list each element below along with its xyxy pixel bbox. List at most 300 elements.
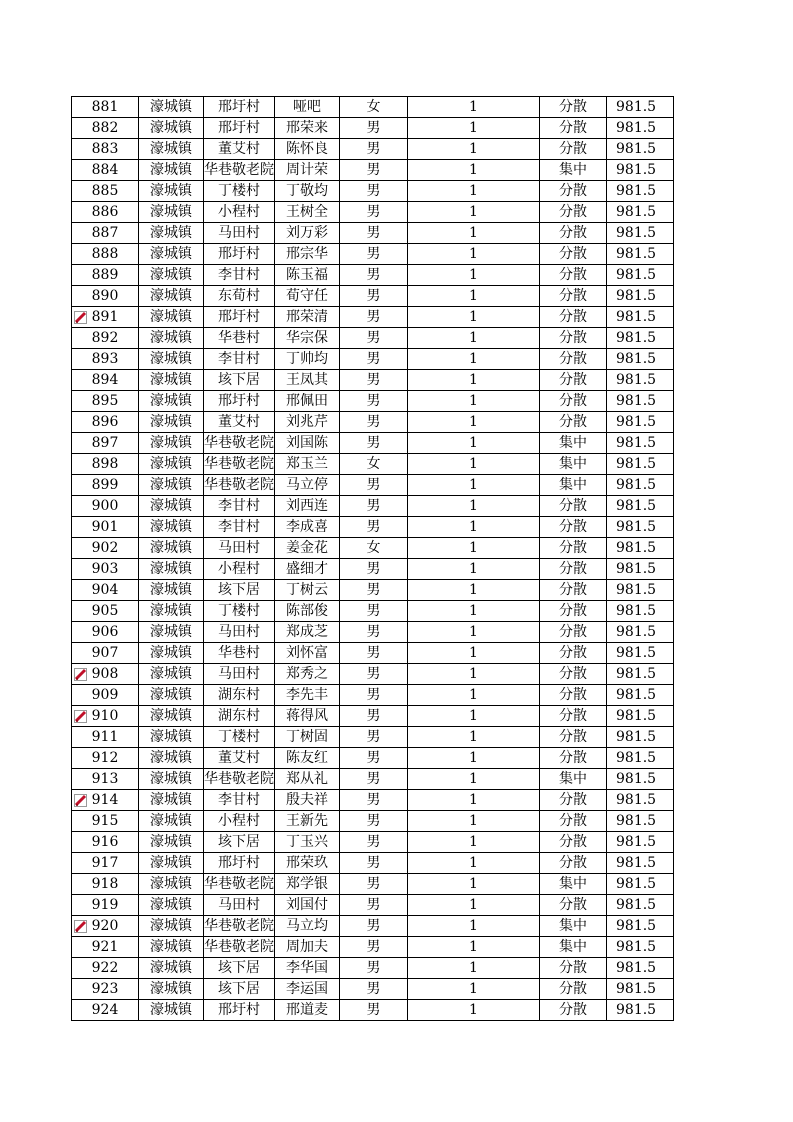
amount-cell bbox=[607, 160, 674, 181]
row-number-cell-text: 902 bbox=[91, 540, 119, 556]
person-name-cell bbox=[275, 559, 340, 580]
amount-cell-text: 981.5 bbox=[616, 771, 657, 787]
town-cell bbox=[139, 517, 204, 538]
town-cell-text: 濠城镇 bbox=[150, 330, 192, 346]
row-number-cell bbox=[72, 790, 139, 811]
row-number-cell bbox=[72, 811, 139, 832]
amount-cell-text: 981.5 bbox=[616, 351, 657, 367]
person-name-cell bbox=[275, 139, 340, 160]
count-cell bbox=[408, 790, 540, 811]
person-name-cell-text: 丁帅均 bbox=[286, 351, 328, 367]
support-mode-cell-text: 分散 bbox=[559, 897, 587, 913]
support-mode-cell bbox=[540, 160, 607, 181]
gender-cell-text: 男 bbox=[366, 855, 381, 871]
count-cell-text: 1 bbox=[469, 330, 478, 346]
amount-cell-text: 981.5 bbox=[616, 897, 657, 913]
row-number-cell bbox=[72, 244, 139, 265]
table-row bbox=[72, 391, 674, 412]
village-cell bbox=[204, 1000, 275, 1021]
row-number-cell bbox=[72, 622, 139, 643]
count-cell-text: 1 bbox=[469, 624, 478, 640]
count-cell bbox=[408, 769, 540, 790]
table-row bbox=[72, 580, 674, 601]
amount-cell-text: 981.5 bbox=[616, 792, 657, 808]
person-name-cell bbox=[275, 475, 340, 496]
gender-cell-text: 男 bbox=[366, 687, 381, 703]
town-cell bbox=[139, 349, 204, 370]
amount-cell bbox=[607, 937, 674, 958]
support-mode-cell-text: 集中 bbox=[559, 477, 587, 493]
count-cell-text: 1 bbox=[469, 99, 478, 115]
gender-cell bbox=[340, 202, 408, 223]
amount-cell bbox=[607, 727, 674, 748]
gender-cell-text: 男 bbox=[366, 183, 381, 199]
gender-cell-text: 男 bbox=[366, 582, 381, 598]
support-mode-cell-text: 分散 bbox=[559, 372, 587, 388]
row-number-cell-text: 909 bbox=[91, 687, 119, 703]
support-mode-cell-text: 集中 bbox=[559, 771, 587, 787]
village-cell bbox=[204, 244, 275, 265]
support-mode-cell bbox=[540, 811, 607, 832]
count-cell bbox=[408, 433, 540, 454]
person-name-cell bbox=[275, 853, 340, 874]
town-cell-text: 濠城镇 bbox=[150, 498, 192, 514]
amount-cell-text: 981.5 bbox=[616, 960, 657, 976]
count-cell bbox=[408, 97, 540, 118]
table-row bbox=[72, 118, 674, 139]
amount-cell bbox=[607, 118, 674, 139]
row-number-cell-text: 888 bbox=[91, 246, 119, 262]
count-cell bbox=[408, 538, 540, 559]
support-mode-cell-text: 分散 bbox=[559, 120, 587, 136]
row-number-cell bbox=[72, 580, 139, 601]
support-mode-cell bbox=[540, 328, 607, 349]
amount-cell bbox=[607, 664, 674, 685]
village-cell-text: 华巷敬老院 bbox=[204, 477, 274, 493]
person-name-cell bbox=[275, 958, 340, 979]
table-row bbox=[72, 685, 674, 706]
row-number-cell-text: 922 bbox=[91, 960, 119, 976]
count-cell bbox=[408, 349, 540, 370]
village-cell-text: 小程村 bbox=[218, 561, 260, 577]
count-cell-text: 1 bbox=[469, 435, 478, 451]
count-cell-text: 1 bbox=[469, 456, 478, 472]
town-cell bbox=[139, 601, 204, 622]
gender-cell-text: 男 bbox=[366, 351, 381, 367]
person-name-cell-text: 郑学银 bbox=[286, 876, 328, 892]
support-mode-cell-text: 分散 bbox=[559, 204, 587, 220]
village-cell bbox=[204, 706, 275, 727]
town-cell-text: 濠城镇 bbox=[150, 960, 192, 976]
gender-cell-text: 男 bbox=[366, 372, 381, 388]
support-mode-cell-text: 分散 bbox=[559, 813, 587, 829]
gender-cell-text: 男 bbox=[366, 603, 381, 619]
gender-cell bbox=[340, 706, 408, 727]
support-mode-cell-text: 分散 bbox=[559, 834, 587, 850]
support-mode-cell bbox=[540, 265, 607, 286]
town-cell-text: 濠城镇 bbox=[150, 540, 192, 556]
row-number-cell bbox=[72, 118, 139, 139]
count-cell bbox=[408, 118, 540, 139]
support-mode-cell-text: 分散 bbox=[559, 267, 587, 283]
village-cell-text: 华巷敬老院 bbox=[204, 939, 274, 955]
gender-cell bbox=[340, 937, 408, 958]
person-name-cell bbox=[275, 748, 340, 769]
table-row bbox=[72, 160, 674, 181]
row-number-cell bbox=[72, 391, 139, 412]
support-mode-cell bbox=[540, 958, 607, 979]
table-row bbox=[72, 349, 674, 370]
amount-cell-text: 981.5 bbox=[616, 603, 657, 619]
count-cell-text: 1 bbox=[469, 477, 478, 493]
amount-cell bbox=[607, 769, 674, 790]
village-cell bbox=[204, 811, 275, 832]
village-cell-text: 华巷敬老院 bbox=[204, 771, 274, 787]
gender-cell-text: 男 bbox=[366, 204, 381, 220]
village-cell bbox=[204, 601, 275, 622]
count-cell-text: 1 bbox=[469, 897, 478, 913]
town-cell bbox=[139, 412, 204, 433]
table-row bbox=[72, 769, 674, 790]
table-row bbox=[72, 265, 674, 286]
count-cell-text: 1 bbox=[469, 792, 478, 808]
amount-cell-text: 981.5 bbox=[616, 582, 657, 598]
gender-cell-text: 男 bbox=[366, 981, 381, 997]
town-cell bbox=[139, 97, 204, 118]
town-cell bbox=[139, 475, 204, 496]
row-number-cell-text: 886 bbox=[91, 204, 119, 220]
support-mode-cell bbox=[540, 790, 607, 811]
gender-cell bbox=[340, 412, 408, 433]
gender-cell bbox=[340, 223, 408, 244]
table-row bbox=[72, 139, 674, 160]
amount-cell-text: 981.5 bbox=[616, 414, 657, 430]
gender-cell-text: 女 bbox=[366, 456, 381, 472]
gender-cell-text: 男 bbox=[366, 267, 381, 283]
table-row bbox=[72, 307, 674, 328]
gender-cell-text: 男 bbox=[366, 141, 381, 157]
support-mode-cell bbox=[540, 832, 607, 853]
row-number-cell-text: 900 bbox=[91, 498, 119, 514]
gender-cell bbox=[340, 496, 408, 517]
town-cell-text: 濠城镇 bbox=[150, 561, 192, 577]
person-name-cell bbox=[275, 706, 340, 727]
person-name-cell-text: 王树全 bbox=[286, 204, 328, 220]
amount-cell bbox=[607, 370, 674, 391]
person-name-cell bbox=[275, 727, 340, 748]
support-mode-cell bbox=[540, 496, 607, 517]
amount-cell bbox=[607, 874, 674, 895]
village-cell bbox=[204, 139, 275, 160]
gender-cell-text: 男 bbox=[366, 624, 381, 640]
records-table-body bbox=[72, 97, 674, 1021]
amount-cell bbox=[607, 580, 674, 601]
amount-cell bbox=[607, 895, 674, 916]
gender-cell-text: 男 bbox=[366, 729, 381, 745]
amount-cell bbox=[607, 181, 674, 202]
gender-cell-text: 男 bbox=[366, 120, 381, 136]
table-row bbox=[72, 475, 674, 496]
person-name-cell bbox=[275, 118, 340, 139]
person-name-cell bbox=[275, 412, 340, 433]
amount-cell-text: 981.5 bbox=[616, 624, 657, 640]
gender-cell bbox=[340, 811, 408, 832]
gender-cell bbox=[340, 916, 408, 937]
count-cell-text: 1 bbox=[469, 393, 478, 409]
support-mode-cell-text: 分散 bbox=[559, 855, 587, 871]
support-mode-cell-text: 分散 bbox=[559, 708, 587, 724]
count-cell bbox=[408, 244, 540, 265]
person-name-cell-text: 王新先 bbox=[286, 813, 328, 829]
support-mode-cell-text: 分散 bbox=[559, 561, 587, 577]
count-cell-text: 1 bbox=[469, 267, 478, 283]
support-mode-cell-text: 分散 bbox=[559, 624, 587, 640]
count-cell-text: 1 bbox=[469, 855, 478, 871]
gender-cell-text: 男 bbox=[366, 225, 381, 241]
village-cell bbox=[204, 643, 275, 664]
row-number-cell bbox=[72, 853, 139, 874]
row-number-cell bbox=[72, 223, 139, 244]
gender-cell bbox=[340, 139, 408, 160]
count-cell-text: 1 bbox=[469, 120, 478, 136]
gender-cell bbox=[340, 580, 408, 601]
village-cell bbox=[204, 895, 275, 916]
town-cell-text: 濠城镇 bbox=[150, 750, 192, 766]
count-cell-text: 1 bbox=[469, 498, 478, 514]
amount-cell-text: 981.5 bbox=[616, 141, 657, 157]
town-cell-text: 濠城镇 bbox=[150, 792, 192, 808]
support-mode-cell bbox=[540, 601, 607, 622]
village-cell bbox=[204, 979, 275, 1000]
row-number-cell-text: 881 bbox=[91, 99, 119, 115]
row-number-cell bbox=[72, 538, 139, 559]
village-cell bbox=[204, 622, 275, 643]
person-name-cell-text: 马立均 bbox=[286, 918, 328, 934]
count-cell bbox=[408, 328, 540, 349]
gender-cell-text: 男 bbox=[366, 876, 381, 892]
amount-cell-text: 981.5 bbox=[616, 876, 657, 892]
village-cell-text: 董艾村 bbox=[218, 750, 260, 766]
pencil-icon bbox=[74, 709, 87, 722]
count-cell-text: 1 bbox=[469, 960, 478, 976]
support-mode-cell-text: 分散 bbox=[559, 288, 587, 304]
gender-cell-text: 男 bbox=[366, 1002, 381, 1018]
amount-cell-text: 981.5 bbox=[616, 540, 657, 556]
person-name-cell bbox=[275, 895, 340, 916]
person-name-cell-text: 刘国付 bbox=[286, 897, 328, 913]
amount-cell-text: 981.5 bbox=[616, 918, 657, 934]
village-cell-text: 华巷村 bbox=[218, 645, 260, 661]
person-name-cell bbox=[275, 244, 340, 265]
town-cell bbox=[139, 265, 204, 286]
support-mode-cell bbox=[540, 454, 607, 475]
support-mode-cell-text: 分散 bbox=[559, 1002, 587, 1018]
count-cell-text: 1 bbox=[469, 225, 478, 241]
table-row bbox=[72, 727, 674, 748]
person-name-cell-text: 邢荣来 bbox=[286, 120, 328, 136]
gender-cell bbox=[340, 517, 408, 538]
amount-cell bbox=[607, 265, 674, 286]
person-name-cell bbox=[275, 307, 340, 328]
gender-cell bbox=[340, 181, 408, 202]
town-cell-text: 濠城镇 bbox=[150, 519, 192, 535]
table-row bbox=[72, 517, 674, 538]
person-name-cell bbox=[275, 1000, 340, 1021]
table-row bbox=[72, 496, 674, 517]
amount-cell bbox=[607, 139, 674, 160]
person-name-cell bbox=[275, 874, 340, 895]
row-number-cell-text: 899 bbox=[91, 477, 119, 493]
row-number-cell-text: 890 bbox=[91, 288, 119, 304]
gender-cell bbox=[340, 832, 408, 853]
gender-cell bbox=[340, 559, 408, 580]
person-name-cell bbox=[275, 181, 340, 202]
town-cell-text: 濠城镇 bbox=[150, 141, 192, 157]
town-cell-text: 濠城镇 bbox=[150, 414, 192, 430]
amount-cell bbox=[607, 643, 674, 664]
village-cell bbox=[204, 517, 275, 538]
count-cell-text: 1 bbox=[469, 141, 478, 157]
village-cell-text: 华巷敬老院 bbox=[204, 918, 274, 934]
gender-cell-text: 男 bbox=[366, 477, 381, 493]
amount-cell bbox=[607, 601, 674, 622]
town-cell bbox=[139, 202, 204, 223]
gender-cell bbox=[340, 538, 408, 559]
village-cell-text: 华巷敬老院 bbox=[204, 876, 274, 892]
count-cell bbox=[408, 958, 540, 979]
gender-cell bbox=[340, 328, 408, 349]
village-cell-text: 华巷敬老院 bbox=[204, 162, 274, 178]
table-row bbox=[72, 601, 674, 622]
gender-cell bbox=[340, 664, 408, 685]
town-cell bbox=[139, 538, 204, 559]
town-cell-text: 濠城镇 bbox=[150, 834, 192, 850]
support-mode-cell bbox=[540, 286, 607, 307]
town-cell bbox=[139, 685, 204, 706]
amount-cell bbox=[607, 622, 674, 643]
count-cell bbox=[408, 517, 540, 538]
count-cell-text: 1 bbox=[469, 414, 478, 430]
count-cell bbox=[408, 160, 540, 181]
row-number-cell-text: 889 bbox=[91, 267, 119, 283]
count-cell-text: 1 bbox=[469, 519, 478, 535]
village-cell bbox=[204, 286, 275, 307]
gender-cell bbox=[340, 769, 408, 790]
count-cell bbox=[408, 874, 540, 895]
person-name-cell-text: 李华国 bbox=[286, 960, 328, 976]
count-cell-text: 1 bbox=[469, 771, 478, 787]
town-cell bbox=[139, 244, 204, 265]
town-cell-text: 濠城镇 bbox=[150, 876, 192, 892]
person-name-cell-text: 郑成芝 bbox=[286, 624, 328, 640]
village-cell bbox=[204, 664, 275, 685]
gender-cell bbox=[340, 643, 408, 664]
gender-cell bbox=[340, 349, 408, 370]
row-number-cell-text: 896 bbox=[91, 414, 119, 430]
count-cell-text: 1 bbox=[469, 666, 478, 682]
amount-cell bbox=[607, 223, 674, 244]
support-mode-cell-text: 分散 bbox=[559, 666, 587, 682]
amount-cell bbox=[607, 307, 674, 328]
amount-cell-text: 981.5 bbox=[616, 267, 657, 283]
table-row bbox=[72, 979, 674, 1000]
person-name-cell bbox=[275, 349, 340, 370]
town-cell-text: 濠城镇 bbox=[150, 918, 192, 934]
town-cell bbox=[139, 979, 204, 1000]
support-mode-cell-text: 集中 bbox=[559, 939, 587, 955]
village-cell bbox=[204, 769, 275, 790]
row-number-cell-text: 916 bbox=[91, 834, 119, 850]
amount-cell-text: 981.5 bbox=[616, 981, 657, 997]
amount-cell-text: 981.5 bbox=[616, 750, 657, 766]
count-cell-text: 1 bbox=[469, 939, 478, 955]
count-cell bbox=[408, 706, 540, 727]
support-mode-cell bbox=[540, 685, 607, 706]
gender-cell bbox=[340, 1000, 408, 1021]
table-row bbox=[72, 937, 674, 958]
support-mode-cell bbox=[540, 307, 607, 328]
town-cell bbox=[139, 853, 204, 874]
person-name-cell-text: 刘西连 bbox=[286, 498, 328, 514]
person-name-cell bbox=[275, 496, 340, 517]
amount-cell-text: 981.5 bbox=[616, 183, 657, 199]
village-cell bbox=[204, 202, 275, 223]
amount-cell-text: 981.5 bbox=[616, 939, 657, 955]
support-mode-cell-text: 分散 bbox=[559, 960, 587, 976]
gender-cell-text: 男 bbox=[366, 897, 381, 913]
row-number-cell-text: 911 bbox=[91, 729, 119, 745]
row-number-cell bbox=[72, 475, 139, 496]
row-number-cell bbox=[72, 832, 139, 853]
row-number-cell-text: 906 bbox=[91, 624, 119, 640]
person-name-cell-text: 哑吧 bbox=[293, 99, 321, 115]
amount-cell-text: 981.5 bbox=[616, 1002, 657, 1018]
table-row bbox=[72, 748, 674, 769]
row-number-cell bbox=[72, 685, 139, 706]
count-cell bbox=[408, 223, 540, 244]
count-cell bbox=[408, 580, 540, 601]
village-cell-text: 马田村 bbox=[218, 624, 260, 640]
village-cell bbox=[204, 937, 275, 958]
amount-cell bbox=[607, 349, 674, 370]
village-cell-text: 湖东村 bbox=[218, 687, 260, 703]
town-cell-text: 濠城镇 bbox=[150, 981, 192, 997]
row-number-cell bbox=[72, 895, 139, 916]
row-number-cell-text: 924 bbox=[91, 1002, 119, 1018]
count-cell bbox=[408, 748, 540, 769]
person-name-cell bbox=[275, 601, 340, 622]
gender-cell-text: 男 bbox=[366, 561, 381, 577]
row-number-cell bbox=[72, 202, 139, 223]
row-number-cell-text: 919 bbox=[91, 897, 119, 913]
support-mode-cell-text: 分散 bbox=[559, 981, 587, 997]
support-mode-cell bbox=[540, 118, 607, 139]
row-number-cell bbox=[72, 454, 139, 475]
gender-cell bbox=[340, 244, 408, 265]
town-cell bbox=[139, 307, 204, 328]
amount-cell-text: 981.5 bbox=[616, 666, 657, 682]
amount-cell bbox=[607, 202, 674, 223]
row-number-cell-text: 907 bbox=[91, 645, 119, 661]
support-mode-cell bbox=[540, 895, 607, 916]
table-row bbox=[72, 832, 674, 853]
amount-cell-text: 981.5 bbox=[616, 393, 657, 409]
amount-cell bbox=[607, 853, 674, 874]
town-cell bbox=[139, 874, 204, 895]
row-number-cell-text: 882 bbox=[91, 120, 119, 136]
town-cell bbox=[139, 580, 204, 601]
gender-cell bbox=[340, 433, 408, 454]
